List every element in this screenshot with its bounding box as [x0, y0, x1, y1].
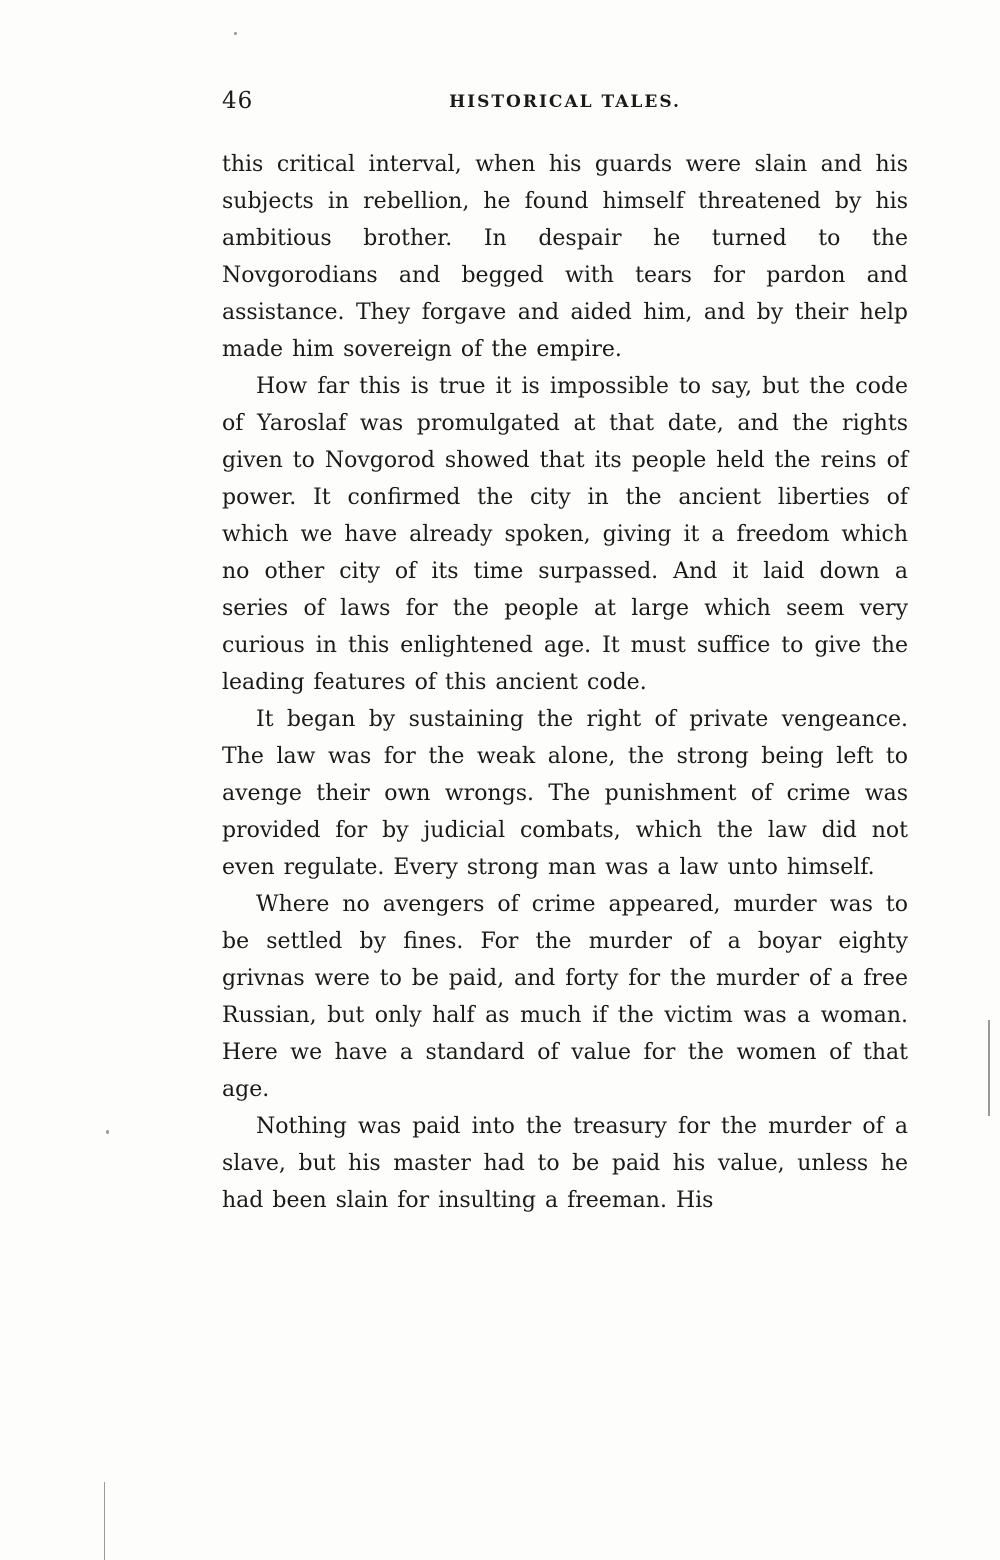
paragraph: this critical interval, when his guards were slain and his subjects in rebellion, he found himself threatened by his ambitious brother. In despair he turned to the Novgorodians and begged with tears for pardon and assistance. They forgave and aided him, and by their help made him sovereign of the empire. — [222, 152, 908, 362]
scan-artifact-left-dot — [106, 1130, 109, 1134]
scan-artifact-top-dot — [234, 32, 237, 35]
body-text — [222, 146, 908, 1219]
paragraph: Where no avengers of crime appeared, murder was to be settled by fines. For the murder of a boyar eighty grivnas were to be paid, and forty for the murder of a free Russian, but only half as much if the victim was a woman. Here we have a standard of value for the women of that age. — [222, 892, 908, 1102]
page-header — [222, 88, 908, 130]
paragraph: How far this is true it is impossible to say, but the code of Yaroslaf was promulgated at that date, and the rights given to Novgorod showed that its people held the reins of power. It confirmed the city in the ancient liberties of which we have already spoken, giving it a freedom which no other city of its time surpassed. And it laid down a series of laws for the people at large which seem very curious in this enlightened age. It must suffice to give the leading features of this ancient code. — [222, 374, 908, 695]
page-number: 46 — [222, 88, 254, 114]
scan-artifact-right-line — [988, 1020, 990, 1116]
paragraph: It began by sustaining the right of private vengeance. The law was for the weak alone, the strong being left to avenge their own wrongs. The punishment of crime was provided for by judicial combats, which the law did not even regulate. Every strong man was a law unto himself. — [222, 707, 908, 880]
text-block — [222, 88, 908, 1219]
paragraph: Nothing was paid into the treasury for the murder of a slave, but his master had to be paid his value, unless he had been slain for insulting a freeman. His — [222, 1114, 908, 1213]
running-head: HISTORICAL TALES. — [449, 92, 681, 112]
scan-artifact-bottom-left-line — [104, 1482, 105, 1560]
